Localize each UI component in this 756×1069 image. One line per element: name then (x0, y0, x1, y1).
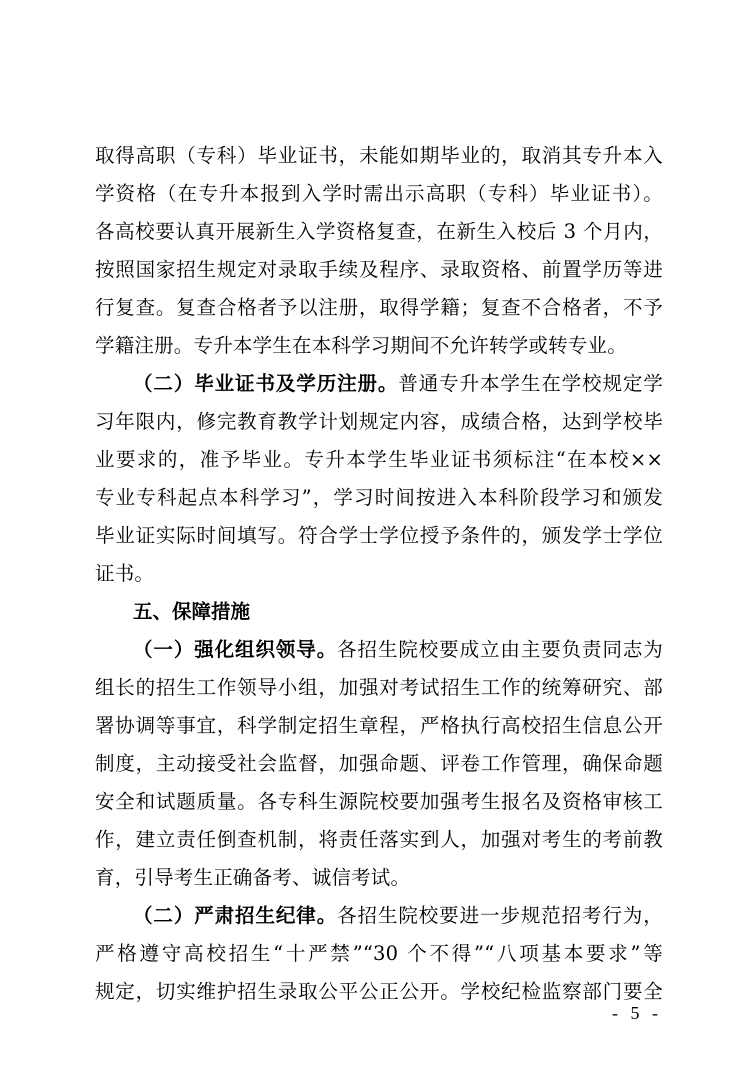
text-line: 取得高职（专科）毕业证书，未能如期毕业的，取消其专升本入 (95, 144, 663, 167)
text-line (133, 636, 663, 664)
text-line (133, 370, 663, 398)
text-line (133, 902, 663, 930)
section-heading: 五、保障措施 (133, 600, 251, 623)
text-line: 毕业证实际时间填写。符合学士学位授予条件的，颁发学士学位 (95, 524, 663, 547)
text-line: 署协调等事宜，科学制定招生章程，严格执行高校招生信息公开 (95, 714, 663, 737)
text-line: 证书。 (95, 562, 155, 585)
text-line: 行复查。复查合格者予以注册，取得学籍；复查不合格者，不予 (95, 296, 663, 319)
text-line: 专业专科起点本科学习”，学习时间按进入本科阶段学习和颁发 (95, 486, 663, 509)
text-run: 各招生院校要成立由主要负责同志为 (337, 638, 663, 661)
text-line: 安全和试题质量。各专科生源院校要加强考生报名及资格审核工 (95, 790, 663, 813)
text-line: 按照国家招生规定对录取手续及程序、录取资格、前置学历等进 (95, 258, 663, 281)
text-line: 各高校要认真开展新生入学资格复查，在新生入校后 3 个月内， (95, 220, 663, 243)
text-run: 各招生院校要进一步规范招考行为， (337, 904, 663, 927)
text-line: 学籍注册。专升本学生在本科学习期间不允许转学或转专业。 (95, 334, 627, 357)
text-line: 育，引导考生正确备考、诚信考试。 (95, 866, 411, 889)
text-line: 制度，主动接受社会监督，加强命题、评卷工作管理，确保命题 (95, 752, 663, 775)
text-line: 习年限内，修完教育教学计划规定内容，成绩合格，达到学校毕 (95, 410, 663, 433)
text-line: 严格遵守高校招生“十严禁”“30 个不得”“八项基本要求”等 (95, 942, 663, 965)
text-run: 普通专升本学生在学校规定学 (398, 372, 663, 395)
section-lead: （二）毕业证书及学历注册。 (133, 372, 399, 395)
text-line: 组长的招生工作领导小组，加强对考试招生工作的统筹研究、部 (95, 676, 663, 699)
section-lead: （一）强化组织领导。 (133, 638, 338, 661)
text-line: 业要求的，准予毕业。专升本学生毕业证书须标注“在本校×× (95, 448, 663, 471)
text-line: 学资格（在专升本报到入学时需出示高职（专科）毕业证书）。 (95, 182, 663, 205)
page-number: - 5 - (612, 1003, 662, 1023)
text-line: 规定，切实维护招生录取公平公正公开。学校纪检监察部门要全 (95, 980, 663, 1003)
section-lead: （二）严肃招生纪律。 (133, 904, 338, 927)
text-line: 作，建立责任倒查机制，将责任落实到人，加强对考生的考前教 (95, 828, 663, 851)
